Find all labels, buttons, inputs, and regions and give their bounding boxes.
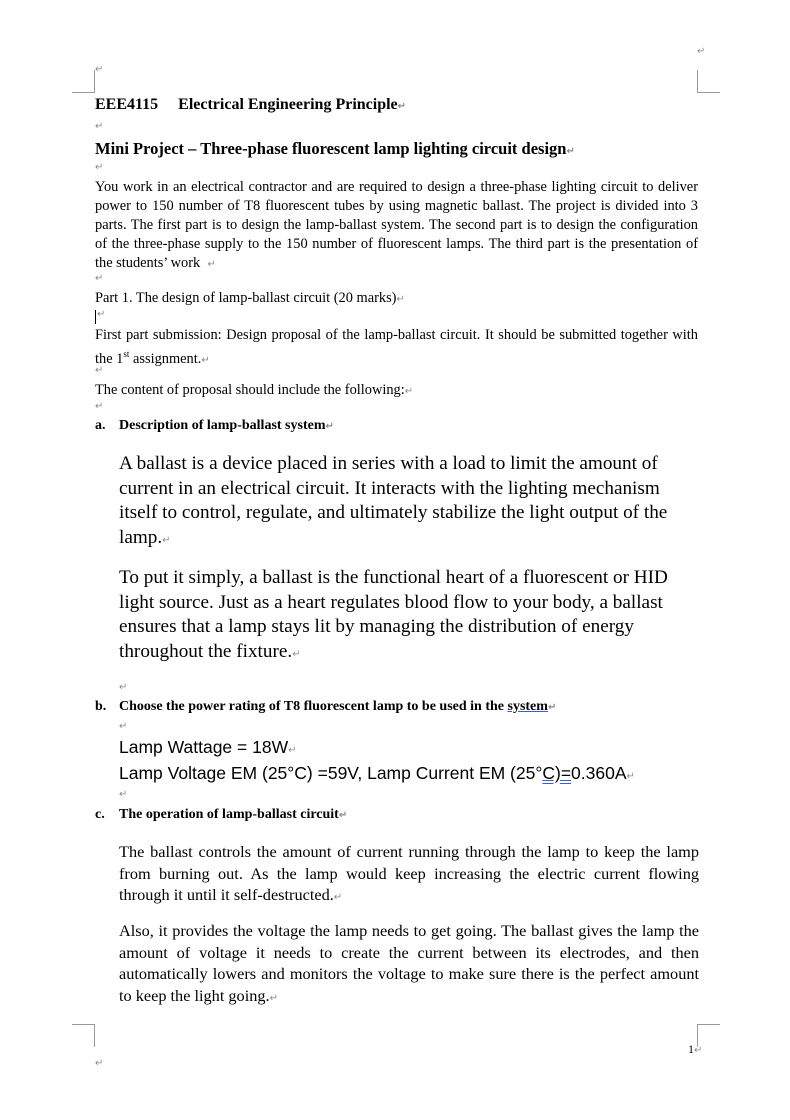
project-title [95,139,698,159]
section-b-heading-underlined: system [507,699,548,714]
page-number-text: 1 [688,1042,694,1056]
section-a-heading [95,418,698,434]
section-c-paragraph-2 [119,920,699,1009]
paragraph-mark: ↵ [547,702,557,713]
section-a-p2-text: To put it simply, a ballast is the functional heart of a fluorescent or HID light source. Just as a heart regulates blood flow to your body, a ballast ensures that a lamp stays lit by managing the distribution of energy throughout the fixture. [119,567,668,662]
section-c-heading [95,807,698,823]
paragraph-mark: ↵ [95,401,104,412]
lamp-voltage-current [119,763,635,784]
paragraph-mark: ↵ [396,294,405,305]
paragraph-mark: ↵ [694,1045,703,1056]
submission-text: First part submission: Design proposal of the lamp-ballast circuit. It should be submitted together with the 1 [95,327,698,367]
paragraph-mark: ↵ [697,46,706,57]
crop-mark-top-left [72,70,95,93]
part1-heading-text: Part 1. The design of lamp-ballast circuit (20 marks) [95,290,397,306]
paragraph-mark: ↵ [95,64,104,75]
lamp-wattage-text: Lamp Wattage = 18W [119,737,289,757]
project-title-text: Mini Project – Three-phase fluorescent lamp lighting circuit design [95,139,567,158]
paragraph-mark: ↵ [404,386,414,397]
section-a-p1-text: A ballast is a device placed in series with a load to limit the amount of current in an electrical circuit. It interacts with the lighting mechanism itself to control, regulate, and ultimately stabilize the light output of the lamp. [119,453,668,548]
section-a-paragraph-1 [119,452,699,553]
part1-submission [95,326,698,370]
paragraph-mark: ↵ [338,810,348,821]
paragraph-mark: ↵ [119,789,128,800]
section-a-heading-text: Description of lamp-ballast system [119,418,326,433]
text-cursor [95,310,96,324]
paragraph-mark: ↵ [566,146,575,157]
lamp-wattage [119,737,296,758]
voltage-current-text: Lamp Voltage EM (25°C) =59V, Lamp Current EM (25° [119,763,543,783]
document-title [95,96,698,114]
paragraph-mark: ↵ [119,721,128,732]
paragraph-mark: ↵ [95,1058,104,1069]
intro-paragraph [95,178,698,274]
paragraph-mark: ↵ [288,745,297,756]
course-name: Electrical Engineering Principle [178,96,398,113]
paragraph-mark: ↵ [201,354,210,366]
part1-heading [95,290,698,307]
paragraph-mark: ↵ [207,259,216,270]
section-a-paragraph-2 [119,566,699,667]
paragraph-mark: ↵ [269,992,278,1004]
crop-mark-top-right [697,70,720,93]
paragraph-mark: ↵ [119,682,128,693]
paragraph-mark: ↵ [95,162,104,173]
page-number [688,1042,702,1057]
section-c-heading-text: The operation of lamp-ballast circuit [119,807,339,822]
section-a-letter: a. [95,418,106,433]
paragraph-mark: ↵ [97,309,106,320]
section-b-letter: b. [95,699,107,714]
paragraph-mark: ↵ [292,648,301,660]
crop-mark-bottom-left [72,1024,95,1047]
section-b-heading-text: Choose the power rating of T8 fluorescent lamp to be used in the [119,699,508,714]
content-intro-text: The content of proposal should include the following: [95,382,405,398]
paragraph-mark: ↵ [162,534,171,546]
content-intro [95,382,698,399]
grammar-flag: C)= [542,763,572,783]
ordinal-superscript: st [123,349,130,359]
section-c-letter: c. [95,807,105,822]
intro-text: You work in an electrical contractor and are required to design a three-phase lighting circuit to deliver power to 150 number of T8 fluorescent tubes by using magnetic ballast. The project is divided into 3 parts. The first part is to design the lamp-ballast system. The second part is to design the configuration of the three-phase supply to the 150 number of fluorescent lamps. The third part is the presentation of the students’ work [95,179,698,271]
course-code: EEE4115 [95,96,159,113]
section-c-p1-text: The ballast controls the amount of current running through the lamp to keep the lamp from burning out. As the lamp would keep increasing the electric current flowing through it until it self-destructed. [119,842,699,904]
paragraph-mark: ↵ [626,771,635,782]
paragraph-mark: ↵ [333,892,343,903]
paragraph-mark: ↵ [397,101,407,112]
paragraph-mark: ↵ [95,273,104,284]
section-c-p2-text: Also, it provides the voltage the lamp needs to get going. The ballast gives the lamp the amount of voltage it needs to create the current between its electrodes, and then automatically lowers and monitors the voltage to make sure there is the perfect amount to keep the light going. [119,921,699,1005]
current-value: 0.360A [571,763,627,783]
submission-text-end: assignment. [129,350,202,367]
section-c-paragraph-1 [119,841,699,909]
paragraph-mark: ↵ [95,365,104,376]
section-b-heading [95,699,698,715]
paragraph-mark: ↵ [95,121,104,132]
paragraph-mark: ↵ [325,421,334,432]
